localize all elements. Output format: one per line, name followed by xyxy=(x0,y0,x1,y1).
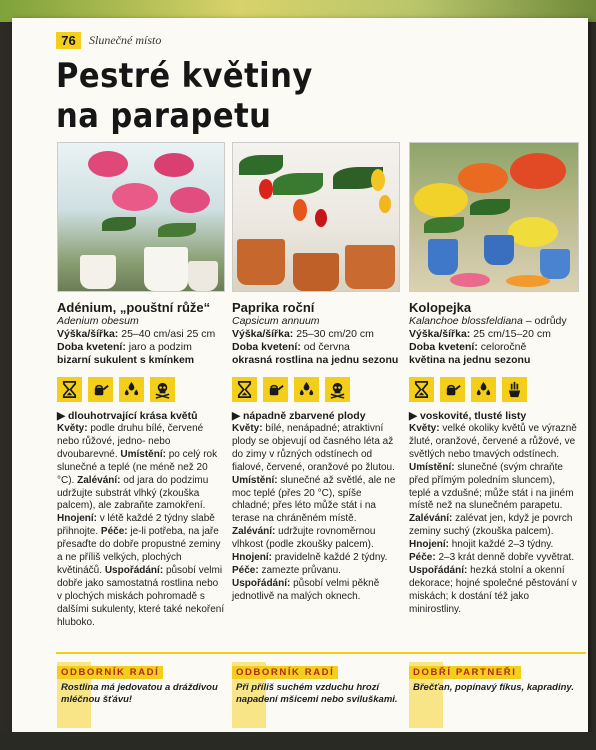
plant-highlight: květina na jednu sezonu xyxy=(409,354,531,366)
page-header xyxy=(56,32,161,49)
plant-latin-name: Capsicum annuum xyxy=(232,315,320,327)
plant-name: Kolopejka xyxy=(409,300,472,315)
page-title xyxy=(56,56,313,136)
plant-bloom-time: Doba kvetení: od června xyxy=(232,341,350,353)
hourglass-icon xyxy=(57,377,82,402)
watering-can-icon xyxy=(88,377,113,402)
plant-photo-kolopejka xyxy=(409,142,579,292)
tip-heading: DOBŘÍ PARTNEŘI xyxy=(409,666,521,679)
plant-name: Paprika roční xyxy=(232,300,315,315)
plant-card-adenium xyxy=(57,142,225,630)
skull-icon xyxy=(325,377,350,402)
tip-text: Při příliš suchém vzduchu hrozí napadení mšicemi nebo sviluškami. xyxy=(236,682,398,705)
plant-details: Květy: podle druhu bílé, červené nebo růžové, jedno- nebo dvoubarevné. Umístění: po celý rok slunečné a teplé (ne méně než 20 °C). Zalévání: od jara do podzimu udržujte substrát vlhký (zkouška palcem), ale zabraňte zamokření. Hnojení: v létě každé 2 týdny slabě přihnojte. Péče: je-li potřeba, na jaře přesaďte do dobře propustné zeminy a ne příliš velkých, plochých květináčů. Uspořádání: působí velmi dobře jako samostatná rostlina nebo v plochých miskách pohromadě s dalšími sukulenty, které také nekoření hluboko. xyxy=(57,423,225,628)
plant-highlight: bizarní sukulent s kmínkem xyxy=(57,354,195,366)
skull-icon xyxy=(150,377,175,402)
plant-bloom-time: Doba kvetení: jaro a podzim xyxy=(57,341,192,353)
droplets-icon xyxy=(471,377,496,402)
watering-can-icon xyxy=(440,377,465,402)
title-line-1: Pestré květiny xyxy=(56,56,313,96)
tip-box-expert-2 xyxy=(232,662,400,706)
title-line-2: na parapetu xyxy=(56,96,272,136)
plant-details: Květy: velké okoliky květů ve výrazně žluté, oranžové, červené a růžové, ve světlých nebo tmavých odstínech. Umístění: slunečné (svým chraňte před přímým poledním sluncem), teplé a vzdušné; může stát i na jiném místě než na slunečném parapetu. Zalévání: zalévat jen, když je povrch zeminy suchý (zkouška palcem). Hnojení: hnojit každé 2–3 týdny. Péče: 2–3 krát denně dobře vyvětrat. Uspořádání: hezká stolní a okenní dekorace; hojné společné pěstování v miskách; k dostání též jako minirostliny. xyxy=(409,423,577,615)
droplets-icon xyxy=(119,377,144,402)
page-bottom-edge xyxy=(0,732,596,750)
care-icons xyxy=(57,377,225,402)
tip-heading: ODBORNÍK RADÍ xyxy=(57,666,163,679)
hourglass-icon xyxy=(232,377,257,402)
book-page xyxy=(12,18,588,734)
tip-heading: ODBORNÍK RADÍ xyxy=(232,666,338,679)
plant-latin-name: Kalanchoe blossfeldiana – odrůdy xyxy=(409,315,567,327)
section-name: Slunečné místo xyxy=(89,33,162,47)
plant-bloom-time: Doba kvetení: celoročně xyxy=(409,341,527,353)
plant-feature: ▶ voskovité, tlusté listy xyxy=(409,410,527,422)
tip-box-expert-1 xyxy=(57,662,225,706)
cactus-pot-icon xyxy=(502,377,527,402)
droplets-icon xyxy=(294,377,319,402)
care-icons xyxy=(409,377,579,402)
plant-name: Adénium, „pouštní růže“ xyxy=(57,300,211,315)
plant-feature: ▶ dlouhotrvající krása květů xyxy=(57,410,198,422)
plant-photo-paprika xyxy=(232,142,400,292)
hourglass-icon xyxy=(409,377,434,402)
tip-text: Břečťan, popínavý fíkus, kapradiny. xyxy=(413,682,574,693)
plant-size: Výška/šířka: 25 cm/15–20 cm xyxy=(409,328,551,340)
plant-card-paprika xyxy=(232,142,400,604)
plant-latin-name: Adenium obesum xyxy=(57,315,139,327)
plant-size: Výška/šířka: 25–40 cm/asi 25 cm xyxy=(57,328,216,340)
care-icons xyxy=(232,377,400,402)
page-number: 76 xyxy=(56,32,81,49)
plant-photo-adenium xyxy=(57,142,225,292)
plant-details: Květy: bílé, nenápadné; atraktivní plody se objevují od časného léta až do zimy v různých odstínech od fialové, červené, oranžové po žlutou. Umístění: slunečné až světlé, ale ne moc teplé (přes 20 °C), spíše chladné; přes léto může stát i na terase na chráněném místě. Zalévání: udržujte rovnoměrnou vlhkost (podle zkoušky palcem). Hnojení: pravidelně každé 2 týdny. Péče: zamezte průvanu. Uspořádání: působí velmi pěkně jednotlivě na malých oknech. xyxy=(232,423,396,602)
tip-text: Rostlina má jedovatou a dráždivou mléčnou šťávu! xyxy=(61,682,218,705)
plant-highlight: okrasná rostlina na jednu sezonu xyxy=(232,354,399,366)
plant-feature: ▶ nápadně zbarvené plody xyxy=(232,410,366,422)
tip-box-partners xyxy=(409,662,579,694)
plant-size: Výška/šířka: 25–30 cm/20 cm xyxy=(232,328,374,340)
footer-divider xyxy=(56,652,586,654)
watering-can-icon xyxy=(263,377,288,402)
plant-card-kolopejka xyxy=(409,142,579,617)
